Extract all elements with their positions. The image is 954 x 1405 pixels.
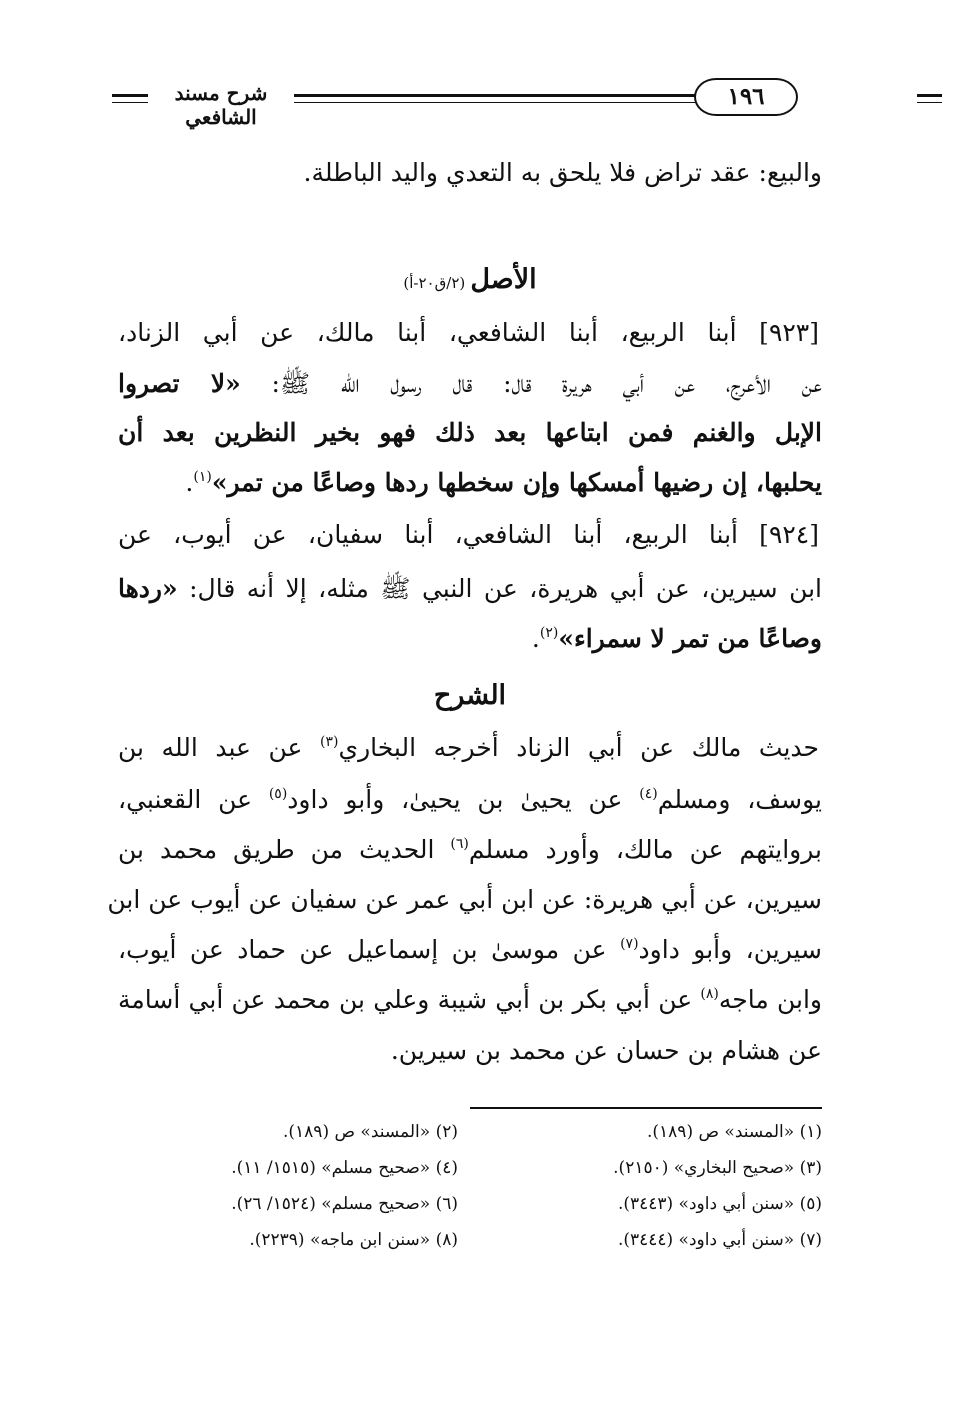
running-header bbox=[112, 78, 822, 129]
hadith-923-matn-start: «لا تصروا bbox=[118, 369, 241, 398]
footnote-7: (٧) «سنن أبي داود» (٣٤٤٤). bbox=[617, 1230, 822, 1250]
footnote-marker: (١) bbox=[193, 469, 212, 485]
sharh-text: عن يحيىٰ بن يحيىٰ، وأبو داود bbox=[287, 785, 623, 814]
sharh-text: عن أبي بكر بن أبي شيبة وعلي بن محمد عن أبي أسامة bbox=[118, 985, 693, 1014]
footnote-2: (٢) «المسند» ص (١٨٩). bbox=[282, 1122, 458, 1142]
sharh-text: وابن ماجه bbox=[718, 985, 822, 1014]
hadith-924-line-3 bbox=[118, 624, 822, 653]
footnote-3: (٣) «صحيح البخاري» (٢١٥٠). bbox=[613, 1158, 822, 1178]
header-rule bbox=[917, 94, 942, 103]
footnote-8: (٨) «سنن ابن ماجه» (٢٢٣٩). bbox=[249, 1230, 458, 1250]
sharh-line-5 bbox=[118, 935, 822, 964]
hadith-924-matn-start: «ردها bbox=[118, 574, 178, 603]
footnote-4: (٤) «صحيح مسلم» (١٥١٥/ ١١). bbox=[231, 1158, 458, 1178]
sharh-text: حديث مالك عن أبي الزناد أخرجه البخاري bbox=[338, 733, 819, 762]
period: . bbox=[531, 624, 540, 653]
footnote-marker: (٨) bbox=[700, 986, 719, 1002]
hadith-923-line-2 bbox=[118, 368, 822, 405]
hadith-923-isnad: عن الأعرج، عن أبي هريرة قال: قال رسول الله ﷺ: bbox=[271, 369, 822, 398]
manuscript-ref: (٢/ق٢٠-أ) bbox=[403, 274, 466, 292]
sharh-line-2 bbox=[118, 785, 822, 814]
hadith-924-line-1: [٩٢٤] أبنا الربيع، أبنا الشافعي، أبنا سفيان، عن أيوب، عن bbox=[118, 520, 819, 549]
sharh-line-7: عن هشام بن حسان عن محمد بن سيرين. bbox=[390, 1036, 822, 1065]
hadith-923-line-3: الإبل والغنم فمن ابتاعها بعد ذلك فهو بخير النظرين بعد أن bbox=[118, 418, 822, 447]
footnote-1: (١) «المسند» ص (١٨٩). bbox=[646, 1122, 822, 1142]
hadith-923-line-1: [٩٢٣] أبنا الربيع، أبنا الشافعي، أبنا مالك، عن أبي الزناد، bbox=[118, 318, 819, 347]
sharh-text: عن موسىٰ بن إسماعيل عن حماد عن أيوب، bbox=[118, 935, 607, 964]
footnote-marker: (٣) bbox=[320, 734, 339, 750]
page-number: ١٩٦ bbox=[694, 78, 798, 116]
hadith-923-line-4 bbox=[130, 468, 822, 497]
hadith-924-isnad: ابن سيرين، عن أبي هريرة، عن النبي ﷺ مثله، إلا أنه قال: bbox=[189, 574, 823, 603]
period: . bbox=[185, 468, 194, 497]
running-title: شرح مسند الشافعي bbox=[174, 81, 268, 129]
footnote-5: (٥) «سنن أبي داود» (٣٤٤٣). bbox=[617, 1194, 822, 1214]
hadith-924-matn-end: وصاعًا من تمر لا سمراء» bbox=[558, 624, 822, 653]
intro-line: والبيع: عقد تراض فلا يلحق به التعدي واليد الباطلة. bbox=[303, 158, 822, 187]
sharh-line-3 bbox=[118, 835, 822, 864]
sharh-text: بروايتهم عن مالك، وأورد مسلم bbox=[468, 835, 822, 864]
footnote-marker: (٦) bbox=[450, 836, 469, 852]
sharh-text: سيرين، وأبو داود bbox=[638, 935, 822, 964]
sharh-line-6 bbox=[118, 985, 822, 1014]
hadith-923-matn-end: يحلبها، إن رضيها أمسكها وإن سخطها ردها وصاعًا من تمر» bbox=[211, 468, 822, 497]
sharh-heading: الشرح bbox=[433, 680, 507, 711]
footnote-separator bbox=[470, 1107, 822, 1109]
sharh-line-1 bbox=[118, 733, 819, 762]
asl-heading: الأصل bbox=[470, 264, 537, 295]
sharh-text: عن عبد الله بن bbox=[118, 733, 303, 762]
hadith-924-line-2 bbox=[118, 573, 822, 610]
sharh-text: يوسف، ومسلم bbox=[657, 785, 822, 814]
footnote-marker: (٢) bbox=[539, 625, 559, 641]
section-heading-asl bbox=[118, 264, 822, 295]
header-rule bbox=[112, 94, 148, 103]
sharh-text: عن القعنبي، bbox=[118, 785, 253, 814]
footnote-6: (٦) «صحيح مسلم» (١٥٢٤/ ٢٦). bbox=[231, 1194, 458, 1214]
footnote-marker: (٧) bbox=[620, 936, 639, 952]
footnote-marker: (٤) bbox=[639, 786, 658, 802]
sharh-text: الحديث من طريق محمد بن bbox=[118, 835, 435, 864]
section-heading-sharh bbox=[118, 680, 822, 711]
sharh-line-4: سيرين، عن أبي هريرة: عن ابن أبي عمر عن سفيان عن أيوب عن ابن bbox=[107, 885, 822, 914]
footnote-marker: (٥) bbox=[268, 786, 288, 802]
